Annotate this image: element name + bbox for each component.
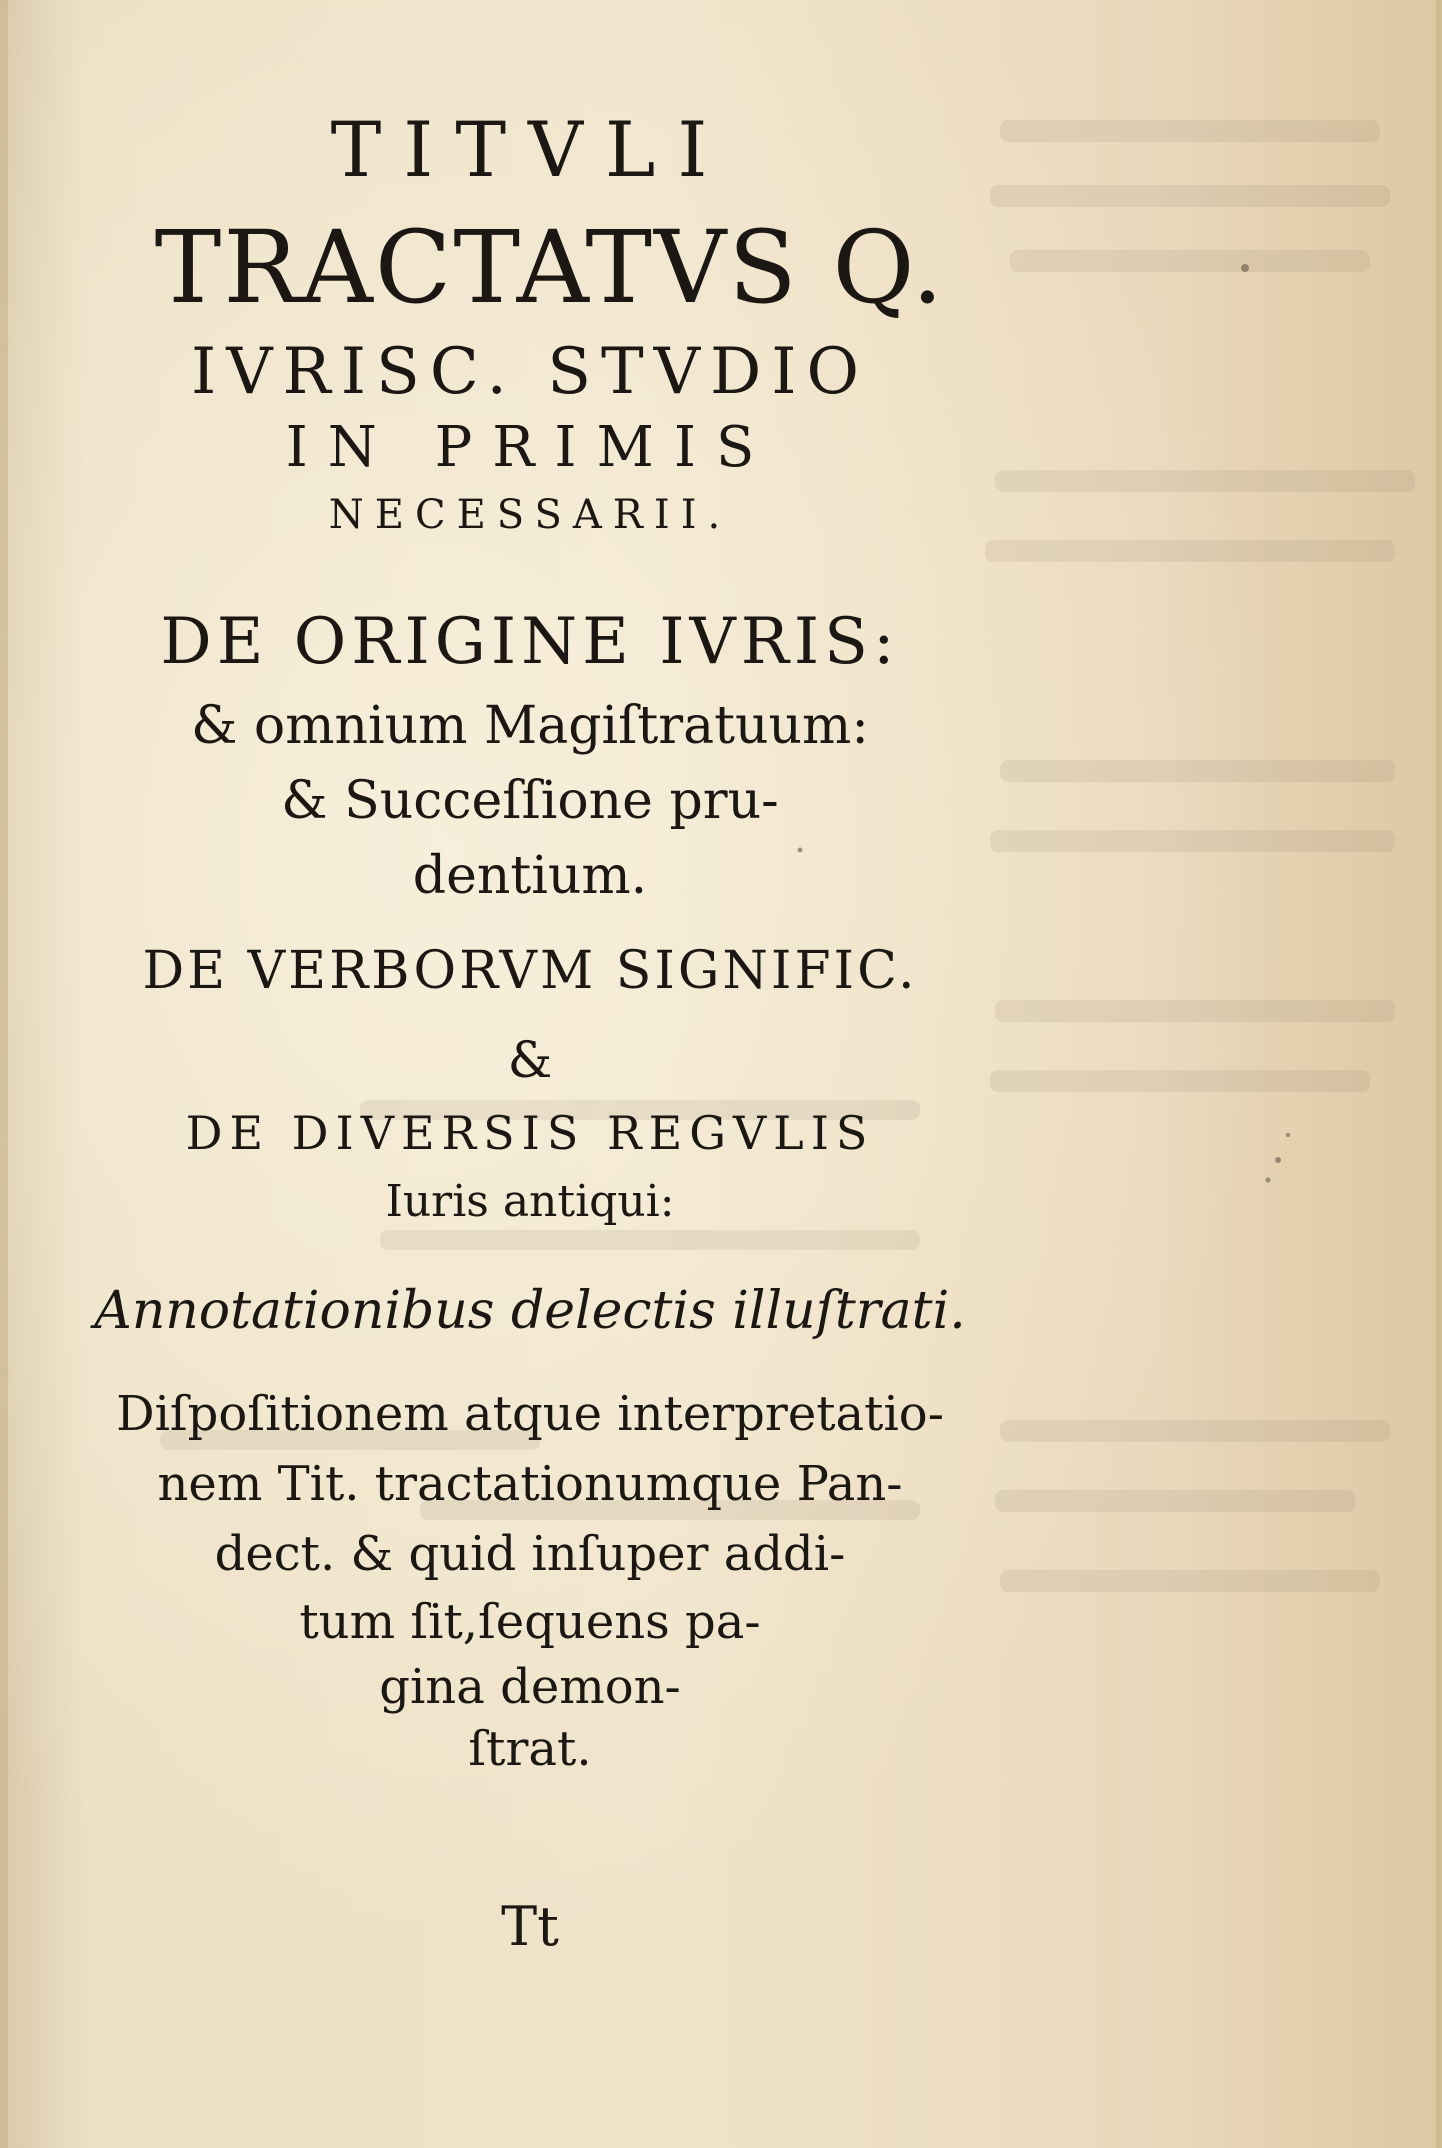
subline-omnium-magistratuum: & omnium Magiſtratuum: (191, 696, 869, 756)
note-line-4: tum ſit,ſequens pa- (299, 1594, 761, 1650)
ampersand-line: & (507, 1031, 553, 1089)
title-line-tractatvs: TRACTATVS Q. (154, 209, 946, 326)
note-line-2: nem Tit. tractationumque Pan- (157, 1456, 903, 1512)
note-line-5: gina demon- (379, 1659, 681, 1715)
subline-prudentium: dentium. (412, 846, 648, 906)
italic-annotationibus: Annotationibus delectis illuſtrati. (94, 1281, 966, 1341)
title-line-necessarii: NECESSARII. (328, 492, 732, 538)
subline-successione: & Succeſſione pru- (281, 771, 779, 831)
title-line-titvli: TITVLI (330, 105, 730, 194)
title-line-in-primis: IN PRIMIS (285, 415, 775, 480)
signature-mark: Tt (501, 1895, 559, 1958)
title-line-iurisc: IVRISC. STVDIO (191, 335, 869, 409)
note-line-3: dect. & quid inſuper addi- (214, 1526, 846, 1582)
heading-de-origine-iuris: DE ORIGINE IVRIS: (160, 605, 900, 679)
heading-de-verborum-signific: DE VERBORVM SIGNIFIC. (142, 941, 918, 1001)
subline-iuris-antiqui: Iuris antiqui: (385, 1176, 675, 1227)
heading-de-diversis-regulis: DE DIVERSIS REGVLIS (185, 1106, 875, 1160)
note-line-1: Diſpoſitionem atque interpretatio- (116, 1386, 944, 1442)
note-line-6: ſtrat. (468, 1721, 592, 1777)
